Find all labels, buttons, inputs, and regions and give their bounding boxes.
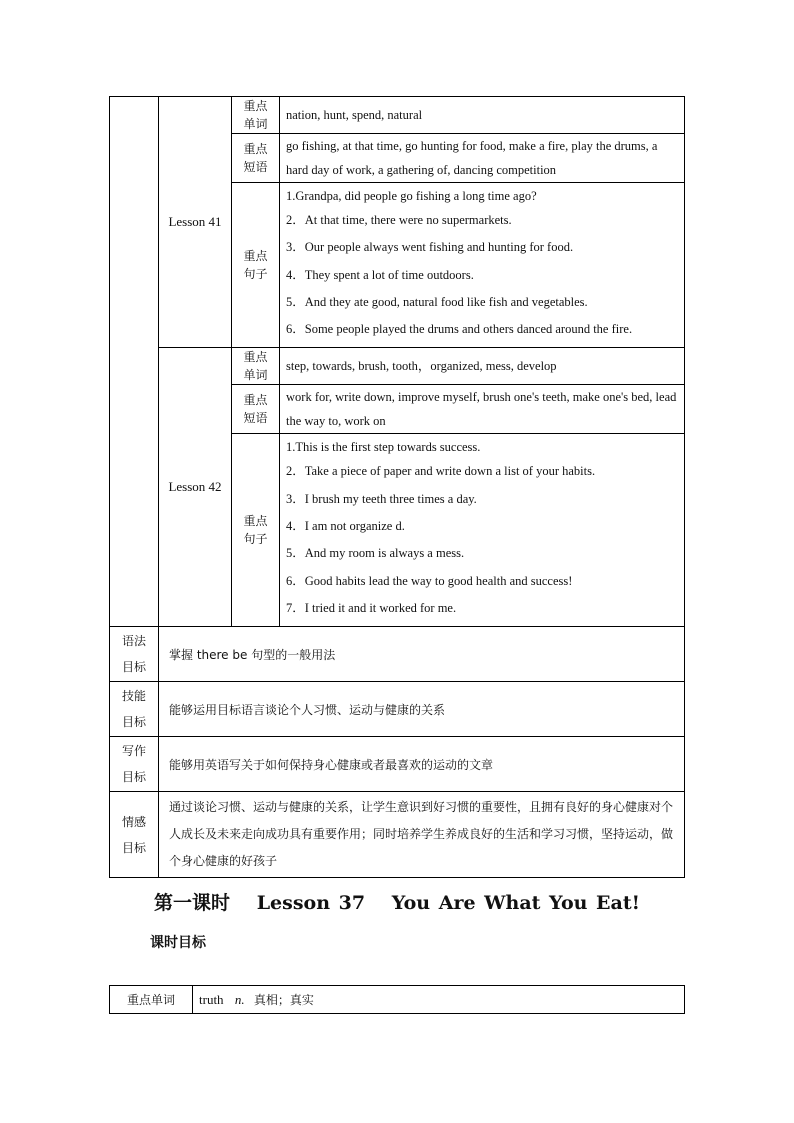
vocab-table [109,985,685,1014]
words-label: 重点 单词 [232,97,280,134]
vocab-pos: n. [234,992,245,1007]
sentence: 7．I tried it and it worked for me. [286,600,457,615]
sentences-label: 重点 句子 [232,434,280,627]
sentence: 1.This is the first step towards success. [286,440,481,455]
objective-row [110,792,685,878]
sentence: 6．Some people played the drums and others danced around the fire. [286,322,633,337]
objective-label: 写作 目标 [110,737,159,792]
subheading: 课时目标 [150,935,206,951]
sentence: 4．I am not organize d. [286,519,405,534]
sentences-label: 重点 句子 [232,183,280,348]
sentence: 4．They spent a lot of time outdoors. [286,267,474,282]
vocab-meaning: 真相；真实 [253,993,314,1007]
sentence: 6．Good habits lead the way to good health and success! [286,573,573,588]
sentence: 3．Our people always went fishing and hunting for food. [286,240,574,255]
table-row [110,986,685,1014]
vocab-word: truth [199,992,224,1007]
objective-label: 情感 目标 [110,792,159,878]
sentence: 1.Grandpa, did people go fishing a long time ago? [286,189,537,203]
phrases-label: 重点 短语 [232,134,280,183]
section-title-lesson: Lesson 37 [256,892,366,914]
objective-text: 掌握 there be 句型的一般用法 [159,627,685,682]
objective-row [110,682,685,737]
objective-text: 能够用英语写关于如何保持身心健康或者最喜欢的运动的文章 [159,737,685,792]
table-row [110,97,685,134]
sentence: 5．And my room is always a mess. [286,546,465,561]
section-title-cn: 第一课时 [154,892,231,914]
objective-label: 技能 目标 [110,682,159,737]
lesson-name: Lesson 42 [159,348,232,627]
key-sentences [280,434,685,627]
key-phrases: work for, write down, improve myself, brush one's teeth, make one's bed, lead the way to, work on [280,385,685,434]
sentence: 2．At that time, there were no supermarkets. [286,213,512,227]
sentence: 2．Take a piece of paper and write down a list of your habits. [286,464,596,479]
sentence: 5．And they ate good, natural food like fish and vegetables. [286,294,588,309]
lesson-summary-table [109,96,685,878]
objective-text: 能够运用目标语言谈论个人习惯、运动与健康的关系 [159,682,685,737]
words-label: 重点 单词 [232,348,280,385]
vocab-entry [193,986,685,1014]
blank-cell [110,97,159,627]
objective-row [110,737,685,792]
lesson-name: Lesson 41 [159,97,232,348]
key-words: step, towards, brush, tooth，organized, mess, develop [280,348,685,385]
key-phrases: go fishing, at that time, go hunting for food, make a fire, play the drums, a hard day of work, a gathering of, dancing competition [280,134,685,183]
phrases-label: 重点 短语 [232,385,280,434]
section-title-name: You Are What You Eat! [391,892,640,914]
table-row [110,348,685,385]
key-sentences [280,183,685,348]
objective-text: 通过谈论习惯、运动与健康的关系，让学生意识到好习惯的重要性，且拥有良好的身心健康对个人成长及未来走向成功具有重要作用；同时培养学生养成良好的生活和学习习惯，坚持运动，做个身心健康的好孩子 [159,792,685,878]
vocab-label: 重点单词 [110,986,193,1014]
key-words: nation, hunt, spend, natural [280,97,685,134]
objective-label: 语法 目标 [110,627,159,682]
section-title [109,888,685,915]
objective-row [110,627,685,682]
sentence: 3．I brush my teeth three times a day. [286,491,477,506]
